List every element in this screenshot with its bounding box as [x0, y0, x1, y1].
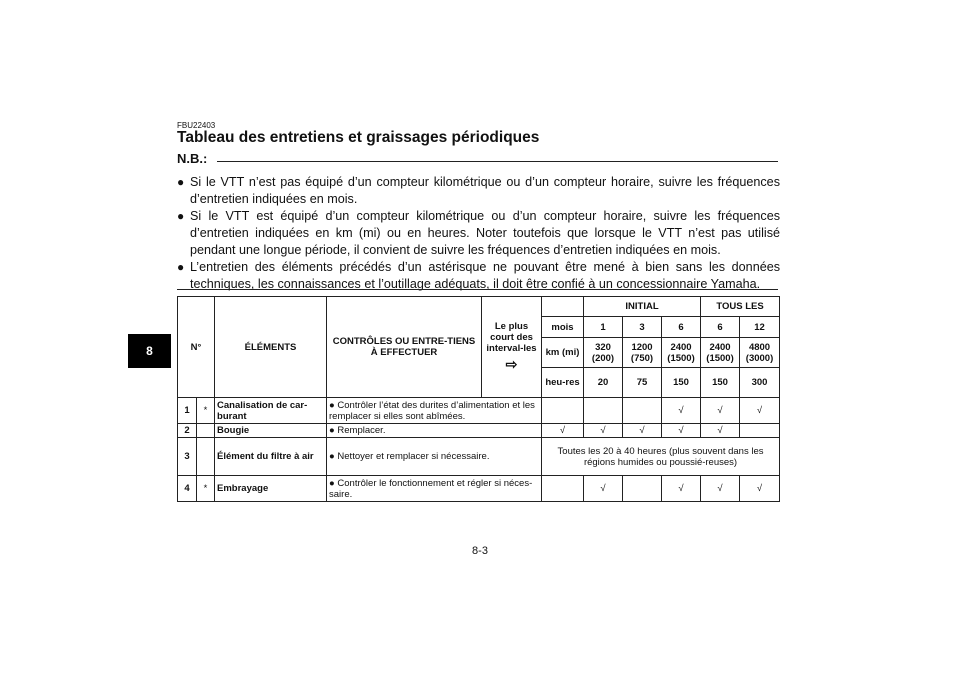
- hours-value: 75: [623, 368, 662, 398]
- nb-bullet-item: ● L’entretien des éléments précédés d’un astérisque ne pouvant être mené à bien sans les données techniques, les connaissances et l’outillage adéquats, il doit être confié à un concessionnaire Yamaha.: [177, 260, 780, 291]
- asterisk-marker: [197, 438, 215, 476]
- check-cell: [584, 398, 623, 424]
- check-cell: √: [662, 398, 701, 424]
- hours-value: 150: [701, 368, 740, 398]
- table-row: [178, 424, 780, 438]
- row-number: 4: [178, 476, 197, 502]
- hours-value: 20: [584, 368, 623, 398]
- row-control: ● Contrôler le fonctionnement et régler si néces-saire.: [327, 476, 542, 502]
- bullet-icon: ●: [177, 175, 185, 189]
- check-cell: √: [623, 424, 662, 438]
- check-cell: √: [662, 424, 701, 438]
- row-note: Toutes les 20 à 40 heures (plus souvent dans les régions humides ou poussié-reuses): [542, 438, 780, 476]
- nb-bullet-list: [177, 174, 780, 293]
- header-every: TOUS LES: [701, 297, 780, 317]
- hours-value: 300: [740, 368, 780, 398]
- shortest-interval-label: Le plus court des interval-les: [486, 321, 537, 354]
- row-element: Bougie: [215, 424, 327, 438]
- chapter-tab: 8: [128, 334, 171, 368]
- km-label: km (mi): [542, 338, 584, 368]
- check-cell: √: [662, 476, 701, 502]
- bullet-icon: ●: [177, 209, 185, 223]
- nb-bullet-item: ● Si le VTT est équipé d’un compteur kilométrique ou d’un compteur horaire, suivre les fréquences d’entretien indiquées en km (mi) ou en heures. Noter toutefois que lorsque le VTT n’est pas utilisé pendant une longue période, il convient de suivre les fréquences d’entretien indiquées en mois.: [177, 209, 780, 257]
- header-elements: ÉLÉMENTS: [215, 297, 327, 398]
- km-value: 1200 (750): [623, 338, 662, 368]
- page-title: Tableau des entretiens et graissages périodiques: [177, 129, 540, 146]
- bullet-icon: ●: [177, 260, 185, 274]
- row-control: ● Contrôler l’état des durites d’alimentation et les remplacer si elles sont abîmées.: [327, 398, 542, 424]
- document-code: FBU22403: [177, 121, 216, 130]
- row-number: 2: [178, 424, 197, 438]
- check-cell: √: [542, 424, 584, 438]
- check-cell: √: [740, 476, 780, 502]
- check-cell: [623, 476, 662, 502]
- km-value: 2400 (1500): [701, 338, 740, 368]
- row-element: Canalisation de car-burant: [215, 398, 327, 424]
- table-row: [178, 476, 780, 502]
- nb-label: N.B.:: [177, 151, 211, 166]
- header-no: N°: [178, 297, 215, 398]
- month-value: 6: [662, 317, 701, 338]
- row-element: Élément du filtre à air: [215, 438, 327, 476]
- asterisk-marker: [197, 424, 215, 438]
- check-cell: √: [701, 476, 740, 502]
- check-cell: √: [584, 424, 623, 438]
- month-value: 12: [740, 317, 780, 338]
- month-value: 3: [623, 317, 662, 338]
- months-label: mois: [542, 317, 584, 338]
- row-number: 3: [178, 438, 197, 476]
- row-control: ● Remplacer.: [327, 424, 542, 438]
- header-row: [178, 297, 780, 317]
- month-value: 6: [701, 317, 740, 338]
- row-blank: [542, 398, 584, 424]
- nb-bullet-item: ● Si le VTT n’est pas équipé d’un compteur kilométrique ou d’un compteur horaire, suivre les fréquences d’entretien indiquées en mois.: [177, 175, 780, 206]
- asterisk-marker: *: [197, 476, 215, 502]
- page-number: 8-3: [472, 545, 488, 557]
- table-row: [178, 438, 780, 476]
- asterisk-marker: *: [197, 398, 215, 424]
- check-cell: √: [584, 476, 623, 502]
- check-cell: √: [740, 398, 780, 424]
- row-control: ● Nettoyer et remplacer si nécessaire.: [327, 438, 542, 476]
- row-element: Embrayage: [215, 476, 327, 502]
- check-cell: √: [701, 398, 740, 424]
- maintenance-table: [177, 296, 780, 502]
- row-number: 1: [178, 398, 197, 424]
- km-value: 2400 (1500): [662, 338, 701, 368]
- km-value: 4800 (3000): [740, 338, 780, 368]
- hours-label: heu-res: [542, 368, 584, 398]
- check-cell: √: [701, 424, 740, 438]
- nb-divider: [217, 161, 778, 162]
- table-row: [178, 398, 780, 424]
- arrow-right-icon: ⇨: [505, 356, 518, 372]
- check-cell: [740, 424, 780, 438]
- hours-value: 150: [662, 368, 701, 398]
- header-shortest-interval: [482, 297, 542, 398]
- km-value: 320 (200): [584, 338, 623, 368]
- header-initial: INITIAL: [584, 297, 701, 317]
- month-value: 1: [584, 317, 623, 338]
- check-cell: [623, 398, 662, 424]
- row-blank: [542, 476, 584, 502]
- header-controls: CONTRÔLES OU ENTRE-TIENS À EFFECTUER: [327, 297, 482, 398]
- nb-heading: [177, 151, 778, 167]
- header-blank: [542, 297, 584, 317]
- section-divider: [177, 289, 778, 290]
